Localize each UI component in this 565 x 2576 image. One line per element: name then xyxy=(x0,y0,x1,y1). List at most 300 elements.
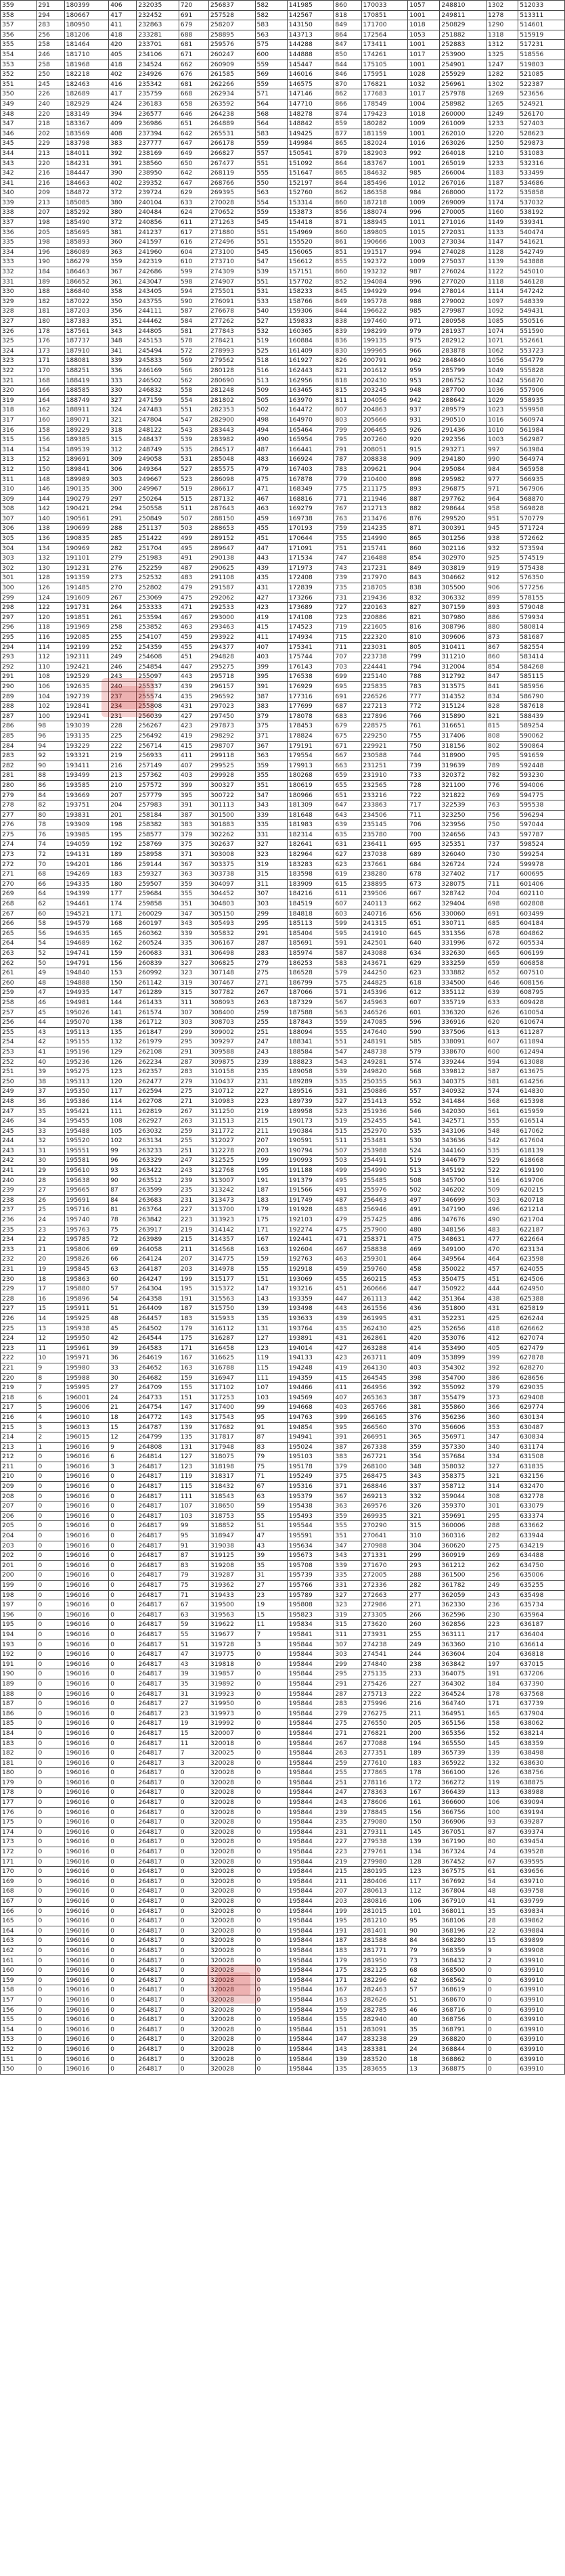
table-cell-cum_f: 263026 xyxy=(440,139,487,149)
table-cell-cum_g: 548339 xyxy=(518,296,565,307)
table-cell-count_d: 0 xyxy=(255,1659,287,1669)
table-row xyxy=(1,1629,565,1640)
table-cell-score: 190 xyxy=(1,1669,37,1679)
table-cell-count_b: 261 xyxy=(109,612,137,623)
table-cell-cum_c: 320028 xyxy=(208,1758,255,1768)
table-cell-count_f: 601 xyxy=(408,1008,440,1018)
table-cell-cum_c: 298707 xyxy=(208,741,255,751)
table-cell-score: 347 xyxy=(1,119,37,129)
table-cell-cum_c: 320028 xyxy=(208,2005,255,2015)
table-cell-count_e: 183 xyxy=(334,1945,361,1956)
table-row xyxy=(1,939,565,949)
table-cell-cum_e: 256463 xyxy=(361,1195,408,1205)
table-cell-count_g: 912 xyxy=(487,573,518,583)
table-cell-cum_b: 244462 xyxy=(137,317,179,327)
table-row xyxy=(1,1945,565,1956)
table-cell-cum_g: 528623 xyxy=(518,129,565,139)
table-cell-count_b: 315 xyxy=(109,435,137,445)
table-row xyxy=(1,99,565,109)
table-cell-cum_b: 264817 xyxy=(137,1876,179,1886)
table-cell-count_a: 108 xyxy=(37,672,64,682)
table-cell-cum_c: 304452 xyxy=(208,889,255,899)
table-cell-count_g: 1278 xyxy=(487,10,518,20)
table-cell-count_f: 1009 xyxy=(408,119,440,129)
table-cell-count_e: 203 xyxy=(334,1897,361,1907)
table-cell-cum_g: 635255 xyxy=(518,1581,565,1591)
table-cell-cum_d: 195438 xyxy=(287,1501,334,1512)
table-cell-cum_b: 263599 xyxy=(137,1185,179,1196)
table-cell-cum_g: 630134 xyxy=(518,1412,565,1422)
table-cell-count_e: 363 xyxy=(334,1501,361,1512)
table-cell-count_a: 20 xyxy=(37,1255,64,1265)
table-cell-cum_e: 225835 xyxy=(361,681,408,692)
table-cell-cum_f: 366439 xyxy=(440,1788,487,1798)
table-cell-count_a: 0 xyxy=(37,2044,64,2054)
table-cell-cum_d: 178453 xyxy=(287,721,334,731)
table-row xyxy=(1,1778,565,1788)
table-cell-count_c: 642 xyxy=(179,129,208,139)
table-cell-cum_b: 264817 xyxy=(137,1817,179,1828)
table-cell-count_e: 319 xyxy=(334,1610,361,1620)
table-cell-cum_e: 233216 xyxy=(361,790,408,800)
table-cell-cum_a: 195610 xyxy=(64,1166,109,1176)
table-cell-cum_b: 263422 xyxy=(137,1166,179,1176)
table-cell-count_e: 187 xyxy=(334,1936,361,1946)
table-cell-score: 299 xyxy=(1,593,37,603)
table-cell-cum_a: 184231 xyxy=(64,158,109,168)
table-cell-count_d: 0 xyxy=(255,1669,287,1679)
table-cell-count_f: 590 xyxy=(408,1027,440,1037)
table-cell-count_b: 87 xyxy=(109,1185,137,1196)
table-cell-count_a: 218 xyxy=(37,119,64,129)
table-row xyxy=(1,1304,565,1314)
table-cell-cum_c: 320028 xyxy=(208,2035,255,2045)
table-row xyxy=(1,395,565,405)
table-cell-cum_b: 264247 xyxy=(137,1274,179,1284)
table-cell-count_g: 1118 xyxy=(487,277,518,287)
table-cell-count_e: 171 xyxy=(334,1975,361,1985)
table-row xyxy=(1,277,565,287)
table-row xyxy=(1,307,565,317)
table-cell-count_d: 15 xyxy=(255,1610,287,1620)
table-cell-cum_a: 196016 xyxy=(64,1679,109,1689)
table-cell-cum_a: 192841 xyxy=(64,702,109,712)
table-cell-cum_e: 204863 xyxy=(361,405,408,415)
table-cell-cum_f: 286752 xyxy=(440,376,487,386)
table-cell-count_b: 0 xyxy=(109,1521,137,1531)
table-cell-cum_b: 237394 xyxy=(137,129,179,139)
table-cell-score: 174 xyxy=(1,1827,37,1837)
table-cell-cum_e: 197460 xyxy=(361,317,408,327)
table-cell-cum_f: 368862 xyxy=(440,2054,487,2064)
table-cell-cum_b: 260683 xyxy=(137,949,179,959)
table-cell-count_b: 402 xyxy=(109,70,137,80)
table-cell-cum_g: 603499 xyxy=(518,909,565,919)
table-cell-count_e: 375 xyxy=(334,1472,361,1482)
table-cell-cum_e: 223738 xyxy=(361,652,408,662)
watermark-stamp-top xyxy=(101,678,154,717)
table-cell-cum_f: 316651 xyxy=(440,721,487,731)
table-cell-cum_e: 221605 xyxy=(361,623,408,633)
table-cell-cum_c: 301500 xyxy=(208,810,255,820)
table-cell-cum_e: 202430 xyxy=(361,376,408,386)
table-cell-count_b: 0 xyxy=(109,1501,137,1512)
table-cell-cum_f: 318900 xyxy=(440,751,487,761)
table-cell-cum_b: 259684 xyxy=(137,889,179,899)
table-cell-cum_d: 195844 xyxy=(287,1966,334,1976)
table-cell-count_e: 864 xyxy=(334,30,361,40)
table-cell-count_c: 267 xyxy=(179,1106,208,1116)
table-cell-score: 318 xyxy=(1,405,37,415)
table-cell-count_d: 0 xyxy=(255,1956,287,1966)
table-cell-count_e: 623 xyxy=(334,859,361,869)
table-cell-cum_f: 368791 xyxy=(440,2025,487,2035)
table-cell-count_e: 547 xyxy=(334,1047,361,1057)
table-cell-count_c: 51 xyxy=(179,1640,208,1650)
table-cell-cum_d: 141985 xyxy=(287,1,334,11)
table-cell-count_f: 387 xyxy=(408,1393,440,1403)
table-cell-cum_b: 264817 xyxy=(137,1659,179,1669)
table-cell-count_f: 469 xyxy=(408,1244,440,1255)
table-cell-cum_b: 262594 xyxy=(137,1087,179,1097)
table-cell-count_c: 39 xyxy=(179,1669,208,1679)
table-cell-cum_a: 192199 xyxy=(64,642,109,652)
table-cell-count_b: 72 xyxy=(109,1235,137,1245)
table-cell-cum_a: 195911 xyxy=(64,1304,109,1314)
table-cell-count_b: 306 xyxy=(109,464,137,474)
table-cell-cum_b: 260197 xyxy=(137,919,179,929)
table-cell-cum_f: 268000 xyxy=(440,188,487,198)
table-row xyxy=(1,1472,565,1482)
table-cell-count_b: 24 xyxy=(109,1393,137,1403)
table-cell-count_d: 559 xyxy=(255,79,287,89)
table-cell-count_c: 191 xyxy=(179,1294,208,1304)
table-cell-cum_e: 266560 xyxy=(361,1422,408,1432)
table-cell-cum_c: 313923 xyxy=(208,1215,255,1225)
table-cell-cum_a: 191851 xyxy=(64,612,109,623)
table-row xyxy=(1,593,565,603)
table-cell-count_b: 424 xyxy=(109,99,137,109)
table-cell-count_e: 227 xyxy=(334,1837,361,1847)
table-cell-count_a: 0 xyxy=(37,1640,64,1650)
table-cell-cum_d: 146016 xyxy=(287,70,334,80)
table-cell-count_d: 568 xyxy=(255,109,287,119)
table-cell-count_d: 583 xyxy=(255,129,287,139)
table-row xyxy=(1,1600,565,1610)
table-cell-cum_b: 235759 xyxy=(137,89,179,99)
table-cell-cum_g: 606199 xyxy=(518,949,565,959)
table-cell-count_g: 0 xyxy=(487,1975,518,1985)
table-cell-count_c: 543 xyxy=(179,425,208,435)
table-cell-count_d: 518 xyxy=(255,356,287,366)
table-row xyxy=(1,919,565,929)
table-cell-cum_d: 193498 xyxy=(287,1304,334,1314)
table-cell-cum_g: 608156 xyxy=(518,978,565,988)
table-cell-cum_c: 299525 xyxy=(208,761,255,771)
table-cell-count_f: 183 xyxy=(408,1758,440,1768)
table-cell-cum_e: 264130 xyxy=(361,1363,408,1373)
table-cell-cum_g: 570779 xyxy=(518,514,565,524)
table-cell-cum_e: 275996 xyxy=(361,1699,408,1709)
table-row xyxy=(1,386,565,396)
table-cell-cum_a: 194131 xyxy=(64,850,109,860)
table-cell-cum_f: 295084 xyxy=(440,464,487,474)
table-cell-cum_b: 244111 xyxy=(137,307,179,317)
table-cell-cum_a: 194981 xyxy=(64,997,109,1008)
table-cell-count_b: 99 xyxy=(109,1146,137,1156)
table-cell-count_g: 100 xyxy=(487,1807,518,1817)
table-cell-cum_d: 188094 xyxy=(287,1027,334,1037)
table-cell-count_g: 262 xyxy=(487,1560,518,1571)
table-cell-count_b: 303 xyxy=(109,474,137,484)
table-cell-cum_f: 278014 xyxy=(440,287,487,297)
table-cell-cum_e: 279980 xyxy=(361,1857,408,1867)
table-row xyxy=(1,1087,565,1097)
table-cell-cum_a: 188419 xyxy=(64,376,109,386)
table-cell-cum_d: 195844 xyxy=(287,1867,334,1877)
table-cell-cum_c: 320028 xyxy=(208,1975,255,1985)
table-cell-cum_a: 196016 xyxy=(64,1867,109,1877)
table-cell-count_f: 326 xyxy=(408,1501,440,1512)
table-cell-count_d: 0 xyxy=(255,1985,287,1995)
table-cell-cum_g: 591659 xyxy=(518,751,565,761)
table-cell-count_e: 739 xyxy=(334,573,361,583)
table-cell-count_e: 343 xyxy=(334,1551,361,1561)
table-cell-count_a: 25 xyxy=(37,1205,64,1215)
table-cell-count_a: 196 xyxy=(37,247,64,257)
table-cell-cum_a: 194521 xyxy=(64,909,109,919)
table-cell-count_g: 854 xyxy=(487,662,518,672)
table-cell-count_b: 351 xyxy=(109,317,137,327)
table-cell-count_e: 850 xyxy=(334,49,361,60)
table-cell-cum_a: 180950 xyxy=(64,20,109,30)
table-row xyxy=(1,1985,565,1995)
table-cell-cum_b: 264817 xyxy=(137,1778,179,1788)
table-cell-count_f: 926 xyxy=(408,425,440,435)
table-cell-cum_c: 315177 xyxy=(208,1274,255,1284)
table-cell-cum_f: 367692 xyxy=(440,1876,487,1886)
table-cell-count_e: 351 xyxy=(334,1531,361,1541)
table-cell-cum_c: 312027 xyxy=(208,1136,255,1146)
table-cell-count_f: 293 xyxy=(408,1560,440,1571)
table-cell-cum_d: 176929 xyxy=(287,681,334,692)
table-cell-cum_e: 246526 xyxy=(361,1008,408,1018)
table-cell-cum_c: 319563 xyxy=(208,1610,255,1620)
table-cell-cum_b: 245494 xyxy=(137,346,179,356)
table-row xyxy=(1,859,565,869)
table-cell-cum_d: 195708 xyxy=(287,1560,334,1571)
table-row xyxy=(1,1265,565,1275)
table-cell-count_a: 48 xyxy=(37,978,64,988)
table-cell-score: 160 xyxy=(1,1966,37,1976)
table-cell-count_c: 67 xyxy=(179,1600,208,1610)
table-cell-cum_b: 264817 xyxy=(137,1521,179,1531)
table-cell-cum_a: 196016 xyxy=(64,1689,109,1699)
table-cell-count_g: 600 xyxy=(487,1047,518,1057)
table-cell-cum_d: 195844 xyxy=(287,1945,334,1956)
table-cell-cum_a: 196001 xyxy=(64,1393,109,1403)
table-cell-score: 243 xyxy=(1,1146,37,1156)
table-cell-count_b: 0 xyxy=(109,1610,137,1620)
table-cell-cum_d: 195103 xyxy=(287,1452,334,1462)
table-cell-cum_g: 620215 xyxy=(518,1185,565,1196)
table-cell-cum_c: 297023 xyxy=(208,702,255,712)
table-cell-score: 205 xyxy=(1,1521,37,1531)
table-cell-score: 300 xyxy=(1,583,37,593)
table-cell-count_a: 0 xyxy=(37,2025,64,2035)
table-cell-count_b: 390 xyxy=(109,168,137,179)
table-cell-count_f: 695 xyxy=(408,840,440,850)
table-cell-cum_a: 196016 xyxy=(64,2025,109,2035)
table-cell-count_a: 0 xyxy=(37,1699,64,1709)
table-cell-cum_g: 587618 xyxy=(518,702,565,712)
table-cell-count_f: 1015 xyxy=(408,227,440,238)
table-cell-count_d: 582 xyxy=(255,10,287,20)
table-cell-score: 268 xyxy=(1,899,37,909)
table-cell-cum_b: 264652 xyxy=(137,1363,179,1373)
watermark-stamp-bottom xyxy=(207,1964,260,2004)
table-cell-count_e: 879 xyxy=(334,148,361,158)
table-cell-count_e: 871 xyxy=(334,218,361,228)
table-cell-count_a: 164 xyxy=(37,395,64,405)
table-cell-count_c: 403 xyxy=(179,771,208,781)
table-cell-count_d: 367 xyxy=(255,741,287,751)
table-cell-count_b: 102 xyxy=(109,1136,137,1146)
table-row xyxy=(1,1491,565,1501)
table-cell-cum_c: 260247 xyxy=(208,49,255,60)
table-row xyxy=(1,1175,565,1185)
table-cell-cum_e: 222320 xyxy=(361,633,408,643)
table-cell-cum_f: 347190 xyxy=(440,1205,487,1215)
table-cell-count_b: 0 xyxy=(109,1897,137,1907)
table-cell-count_e: 807 xyxy=(334,405,361,415)
table-cell-count_f: 996 xyxy=(408,208,440,218)
table-cell-cum_a: 184447 xyxy=(64,168,109,179)
table-cell-count_d: 307 xyxy=(255,889,287,899)
table-cell-cum_e: 283238 xyxy=(361,2035,408,2045)
table-cell-score: 225 xyxy=(1,1324,37,1334)
table-cell-count_d: 115 xyxy=(255,1363,287,1373)
table-cell-cum_d: 155520 xyxy=(287,238,334,248)
table-cell-cum_a: 189691 xyxy=(64,455,109,465)
table-cell-score: 228 xyxy=(1,1294,37,1304)
table-cell-cum_b: 264772 xyxy=(137,1412,179,1422)
table-cell-count_a: 0 xyxy=(37,1491,64,1501)
table-cell-count_d: 223 xyxy=(255,1096,287,1106)
table-cell-count_d: 525 xyxy=(255,346,287,356)
table-cell-cum_a: 191969 xyxy=(64,623,109,633)
table-cell-count_f: 436 xyxy=(408,1304,440,1314)
table-cell-cum_d: 154969 xyxy=(287,227,334,238)
table-cell-count_a: 0 xyxy=(37,1807,64,1817)
table-cell-count_c: 187 xyxy=(179,1304,208,1314)
table-cell-score: 222 xyxy=(1,1353,37,1363)
table-cell-cum_b: 264502 xyxy=(137,1324,179,1334)
table-cell-cum_a: 196016 xyxy=(64,1620,109,1630)
table-cell-count_g: 932 xyxy=(487,543,518,553)
table-cell-count_g: 152 xyxy=(487,1728,518,1738)
table-cell-count_g: 847 xyxy=(487,672,518,682)
table-cell-count_b: 0 xyxy=(109,1916,137,1926)
table-cell-count_e: 818 xyxy=(334,376,361,386)
table-cell-cum_a: 196016 xyxy=(64,1857,109,1867)
table-cell-score: 200 xyxy=(1,1571,37,1581)
table-cell-cum_d: 191188 xyxy=(287,1166,334,1176)
table-cell-cum_a: 196013 xyxy=(64,1422,109,1432)
table-cell-cum_d: 170193 xyxy=(287,524,334,534)
table-row xyxy=(1,1274,565,1284)
table-cell-count_b: 123 xyxy=(109,1067,137,1077)
table-cell-cum_c: 311250 xyxy=(208,1106,255,1116)
table-cell-count_a: 250 xyxy=(37,70,64,80)
table-cell-cum_c: 300327 xyxy=(208,780,255,790)
table-cell-count_d: 255 xyxy=(255,1018,287,1028)
table-cell-count_f: 684 xyxy=(408,859,440,869)
table-cell-cum_c: 310712 xyxy=(208,1087,255,1097)
table-cell-count_f: 337 xyxy=(408,1482,440,1492)
table-cell-cum_e: 281950 xyxy=(361,1956,408,1966)
table-cell-cum_c: 317253 xyxy=(208,1393,255,1403)
table-cell-count_b: 0 xyxy=(109,1629,137,1640)
table-cell-count_g: 282 xyxy=(487,1531,518,1541)
table-cell-cum_c: 273100 xyxy=(208,247,255,257)
table-cell-count_d: 550 xyxy=(255,178,287,188)
table-cell-score: 305 xyxy=(1,534,37,544)
table-cell-cum_e: 265363 xyxy=(361,1393,408,1403)
table-cell-cum_f: 289579 xyxy=(440,405,487,415)
table-cell-cum_e: 243088 xyxy=(361,949,408,959)
table-cell-score: 165 xyxy=(1,1916,37,1926)
table-cell-cum_g: 631508 xyxy=(518,1452,565,1462)
table-cell-count_f: 288 xyxy=(408,1571,440,1581)
table-cell-cum_e: 275713 xyxy=(361,1689,408,1699)
table-cell-count_e: 415 xyxy=(334,1373,361,1383)
table-cell-count_f: 73 xyxy=(408,1956,440,1966)
table-cell-count_e: 299 xyxy=(334,1659,361,1669)
table-cell-count_c: 375 xyxy=(179,840,208,850)
table-cell-cum_c: 313700 xyxy=(208,1205,255,1215)
table-cell-count_e: 263 xyxy=(334,1748,361,1759)
table-cell-count_g: 834 xyxy=(487,692,518,702)
table-cell-cum_g: 629408 xyxy=(518,1393,565,1403)
table-cell-cum_e: 210400 xyxy=(361,474,408,484)
table-cell-cum_e: 283091 xyxy=(361,2025,408,2035)
table-cell-count_b: 15 xyxy=(109,1422,137,1432)
table-cell-count_d: 551 xyxy=(255,158,287,168)
table-cell-count_c: 183 xyxy=(179,1313,208,1324)
table-cell-cum_f: 300391 xyxy=(440,524,487,534)
table-cell-cum_e: 249820 xyxy=(361,1067,408,1077)
table-cell-count_d: 0 xyxy=(255,2025,287,2035)
table-cell-cum_d: 181309 xyxy=(287,800,334,811)
table-cell-count_d: 0 xyxy=(255,2064,287,2075)
table-cell-count_g: 15 xyxy=(487,1936,518,1946)
table-cell-cum_d: 195844 xyxy=(287,1640,334,1650)
table-cell-count_a: 0 xyxy=(37,1581,64,1591)
table-cell-count_d: 75 xyxy=(255,1462,287,1472)
table-cell-count_e: 595 xyxy=(334,928,361,939)
table-cell-cum_c: 308093 xyxy=(208,997,255,1008)
table-cell-count_a: 0 xyxy=(37,1876,64,1886)
table-cell-count_f: 854 xyxy=(408,553,440,564)
table-cell-cum_g: 639910 xyxy=(518,2015,565,2025)
table-cell-count_g: 0 xyxy=(487,2025,518,2035)
table-cell-cum_c: 315372 xyxy=(208,1284,255,1294)
table-cell-count_a: 43 xyxy=(37,1027,64,1037)
table-cell-count_c: 0 xyxy=(179,1798,208,1808)
table-cell-count_g: 1016 xyxy=(487,415,518,425)
table-cell-count_d: 243 xyxy=(255,1047,287,1057)
